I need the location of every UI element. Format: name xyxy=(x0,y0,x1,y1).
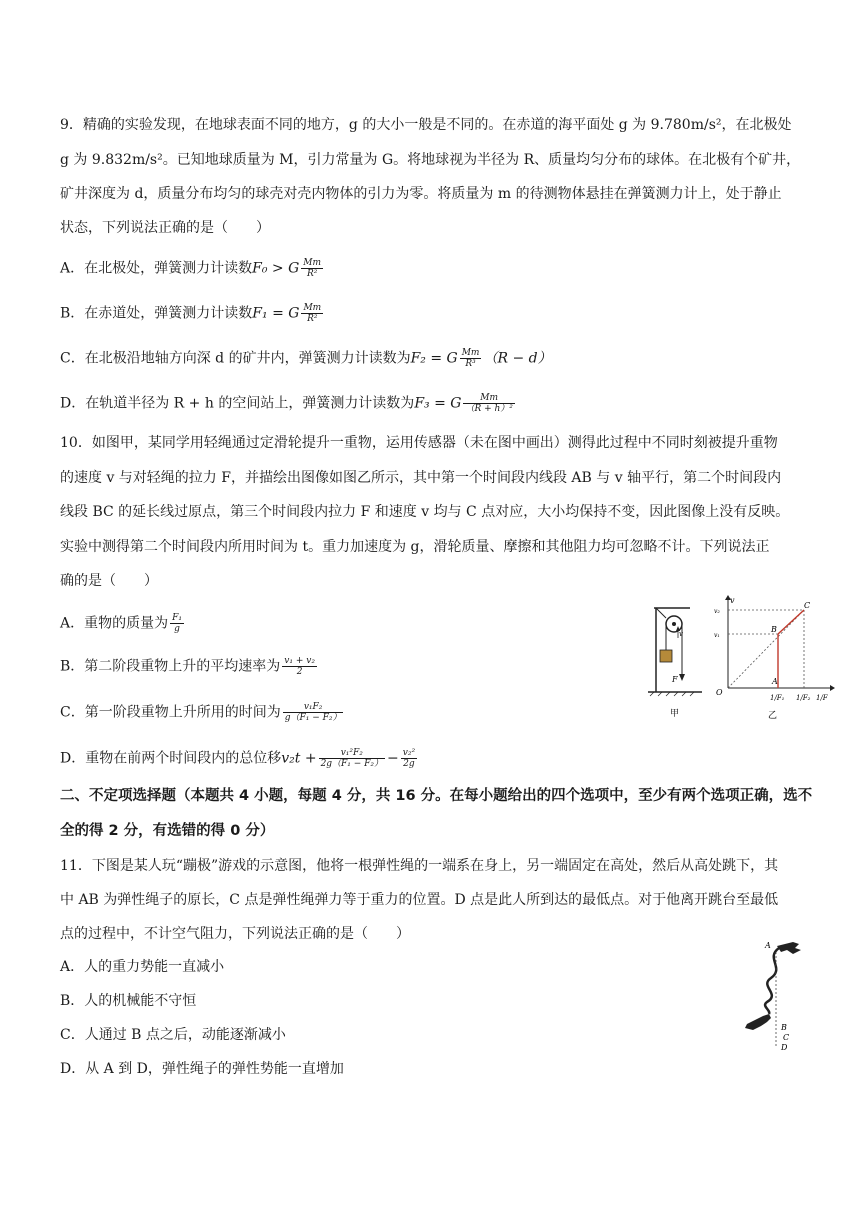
q10-option-b: B．第二阶段重物上升的平均速率为 $\frac{\text{v₁ + v₂}}{2}$ xyxy=(60,656,315,677)
q11-stem-line-3: 点的过程中，不计空气阻力，下列说法正确的是（ ） xyxy=(60,926,410,942)
q10-stem-line-2: 的速度 v 与对轻绳的拉力 F，并描绘出图像如图乙所示，其中第一个时间段内线段 AB 与 v 轴平行，第二个时间段内 xyxy=(60,470,782,486)
q9-stem-line-3: 矿井深度为 d，质量分布均匀的球壳对壳内物体的引力为零。将质量为 m 的待测物体悬挂在弹簧测力计上，处于静止 xyxy=(60,186,782,202)
tick-inv-f2: 1/F₂ xyxy=(796,694,811,702)
q10-option-c: C．第一阶段重物上升所用的时间为 $\frac{\text{v₁F₂}}{\text{g（F₁ − F₂）}}$ xyxy=(60,702,342,723)
q9-option-a: A．在北极处，弹簧测力计读数F₀ > G $\frac{Mm}{\text{R²}}$ xyxy=(60,258,322,279)
q10-option-d: D．重物在前两个时间段内的总位移v₂t + $\frac{\text{v₁²F₂}}{\text{2g（F₁ − F₂）}}$ − $\frac{\text{v₂²}}{2g}$ xyxy=(60,748,416,769)
figure-jia-caption: 甲 xyxy=(670,709,680,719)
q9-stem-line-1: 9．精确的实验发现，在地球表面不同的地方，g 的大小一般是不同的。在赤道的海平面处 g 为 9.780m/s²，在北极处 xyxy=(60,117,792,133)
jump-platform xyxy=(777,942,801,954)
point-c-label: C xyxy=(804,601,811,610)
bungee-cord xyxy=(765,948,779,1014)
force-label: F xyxy=(672,675,678,684)
section-2-heading-line-1: 二、不定项选择题（本题共 4 小题，每题 4 分，共 16 分。在每小题给出的四个选项中，至少有两个选项正确，选不 xyxy=(60,788,813,804)
v-vs-inverse-f-graph xyxy=(712,594,836,724)
q11-option-b: B．人的机械能不守恒 xyxy=(60,993,197,1009)
point-d-label: D xyxy=(781,1043,788,1052)
tick-v1: v₁ xyxy=(714,632,720,639)
point-b-label: B xyxy=(781,1023,787,1032)
velocity-label: v xyxy=(679,630,683,638)
q9-stem-line-4: 状态，下列说法正确的是（ ） xyxy=(60,220,270,236)
q9-option-b: B．在赤道处，弹簧测力计读数F₁ = G $\frac{Mm}{\text{R²}}$ xyxy=(60,303,322,324)
q11-option-d: D．从 A 到 D，弹性绳子的弹性势能一直增加 xyxy=(60,1061,344,1077)
figure-yi-caption: 乙 xyxy=(768,711,778,721)
segment-bc xyxy=(778,610,804,634)
point-a-label: A xyxy=(772,677,778,686)
q10-stem-line-5: 确的是（ ） xyxy=(60,573,158,589)
origin-label: O xyxy=(716,688,723,697)
tick-inv-f1: 1/F₁ xyxy=(770,694,785,702)
axis-v-label: v xyxy=(730,596,735,605)
point-b-label: B xyxy=(771,625,777,634)
q11-stem-line-2: 中 AB 为弹性绳子的原长，C 点是弹性绳弹力等于重力的位置。D 点是此人所到达的最低点。对于他离开跳台至最低 xyxy=(60,892,779,908)
section-2-heading-line-2: 全的得 2 分，有选错的得 0 分） xyxy=(60,823,275,839)
q11-option-c: C．人通过 B 点之后，动能逐渐减小 xyxy=(60,1027,286,1043)
q10-option-a: A．重物的质量为 $\frac{\text{F₁}}{g}$ xyxy=(60,613,182,634)
q10-stem-line-1: 10．如图甲，某同学用轻绳通过定滑轮提升一重物，运用传感器（未在图中画出）测得此过程中不同时刻被提升重物 xyxy=(60,435,778,451)
tick-v2: v₂ xyxy=(714,608,720,615)
q11-option-a: A．人的重力势能一直减小 xyxy=(60,959,225,975)
q9-stem-line-2: g 为 9.832m/s²。已知地球质量为 M，引力常量为 G。将地球视为半径为 R、质量均匀分布的球体。在北极有个矿井， xyxy=(60,152,801,168)
point-c-label: C xyxy=(783,1033,790,1042)
jumper xyxy=(745,1014,771,1030)
q11-stem-line-1: 11．下图是某人玩“蹦极”游戏的示意图，他将一根弹性绳的一端系在身上，另一端固定在高处，然后从高处跳下，其 xyxy=(60,858,779,874)
q9-option-c: C．在北极沿地轴方向深 d 的矿井内，弹簧测力计读数为F₂ = G $\frac{Mm}{\text{R³}}$ （R − d） xyxy=(60,348,552,369)
pulley-figure xyxy=(640,600,710,720)
bungee-figure xyxy=(735,938,835,1058)
axis-inv-f-label: 1/F xyxy=(816,694,828,702)
q9-option-d: D．在轨道半径为 R + h 的空间站上，弹簧测力计读数为F₃ = G $\frac{Mm}{\text{（R + h）²}}$ xyxy=(60,393,513,414)
q10-stem-line-3: 线段 BC 的延长线过原点，第三个时间段内拉力 F 和速度 v 均与 C 点对应，大小均保持不变，因此图像上没有反映。 xyxy=(60,504,790,520)
weight-block xyxy=(660,650,672,662)
q10-stem-line-4: 实验中测得第二个时间段内所用时间为 t。重力加速度为 g，滑轮质量、摩擦和其他阻力均可忽略不计。下列说法正 xyxy=(60,539,770,555)
point-a-label: A xyxy=(765,941,771,950)
